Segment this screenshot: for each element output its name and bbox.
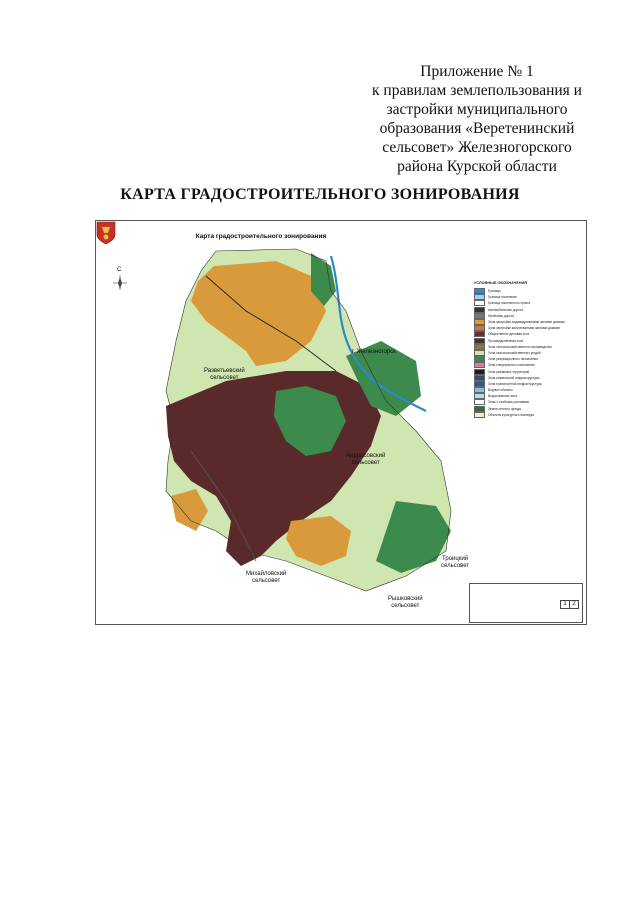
legend-label: Зоны с особыми условиями: [488, 400, 530, 405]
legend-label: Водоохранная зона: [488, 394, 517, 399]
legend-label: Зона инженерной инфраструктуры: [488, 375, 540, 380]
legend-swatch: [474, 381, 485, 387]
legend-swatch: [474, 319, 485, 325]
legend-label: Земли лесного фонда: [488, 406, 521, 411]
legend-swatch: [474, 307, 485, 313]
label-razvetevsky: Разветьевский сельсовет: [204, 368, 245, 381]
legend-swatch: [474, 412, 485, 418]
appendix-line: к правилам землепользования и: [372, 82, 582, 99]
legend-swatch: [474, 393, 485, 399]
legend-swatch: [474, 288, 485, 294]
legend-title: УСЛОВНЫЕ ОБОЗНАЧЕНИЯ: [474, 281, 528, 285]
legend-label: Водные объекты: [488, 388, 513, 393]
legend-swatch: [474, 331, 485, 337]
legend-item: [474, 412, 584, 418]
label-mikhailovsky: Михайловский сельсовет: [246, 571, 287, 584]
map-caption: Карта градостроительного зонирования: [195, 233, 327, 240]
map-legend: [474, 281, 584, 546]
legend-label: Граница населенного пункта: [488, 301, 531, 306]
legend-label: Зона сельскохозяйственных угодий: [488, 350, 541, 355]
appendix-header: [352, 62, 602, 176]
legend-swatch: [474, 356, 485, 362]
legend-label: Зона режимных территорий: [488, 369, 530, 374]
stamp-sheet-number: 2: [569, 600, 579, 609]
appendix-line: застройки муниципального: [386, 101, 568, 118]
legend-label: Зона рекреационного назначения: [488, 357, 538, 362]
appendix-line: Приложение № 1: [420, 63, 534, 80]
legend-swatch: [474, 362, 485, 368]
legend-swatch: [474, 344, 485, 350]
legend-label: Объекты культурного наследия: [488, 412, 535, 417]
coat-of-arms-icon: [96, 221, 116, 245]
zoning-map: [95, 220, 587, 625]
stamp-sheet-number: 1: [560, 600, 570, 609]
legend-swatch: [474, 399, 485, 405]
label-rychkovsky: Рышковский сельсовет: [388, 596, 423, 609]
legend-label: Общественно-деловая зона: [488, 332, 530, 337]
appendix-line: района Курской области: [397, 158, 557, 175]
appendix-line: образования «Веретенинский: [379, 120, 575, 137]
label-zheleznogorsk: г. Железногорск: [352, 349, 396, 355]
legend-swatch: [474, 338, 485, 344]
legend-swatch: [474, 387, 485, 393]
legend-label: Производственная зона: [488, 338, 524, 343]
legend-swatch: [474, 375, 485, 381]
legend-label: Граница поселения: [488, 295, 517, 300]
legend-label: Зона застройки малоэтажными жилыми домами: [488, 326, 560, 331]
legend-label: Зона специального назначения: [488, 363, 535, 368]
legend-swatch: [474, 313, 485, 319]
label-androsovsky: Андросовский сельсовет: [346, 453, 386, 466]
legend-swatch: [474, 300, 485, 306]
legend-label: Зона транспортной инфраструктуры: [488, 381, 542, 386]
page-title: КАРТА ГРАДОСТРОИТЕЛЬНОГО ЗОНИРОВАНИЯ: [120, 186, 520, 203]
legend-swatch: [474, 369, 485, 375]
legend-label: Границы: [488, 289, 501, 294]
legend-swatch: [474, 350, 485, 356]
legend-label: Зона застройки индивидуальными жилыми домами: [488, 320, 565, 325]
legend-label: Автомобильные дороги: [488, 307, 523, 312]
legend-label: Железная дорога: [488, 313, 514, 318]
compass-letter: С: [117, 267, 122, 273]
appendix-line: сельсовет» Железногорского: [382, 139, 572, 156]
legend-swatch: [474, 406, 485, 412]
label-troitsky: Троицкий сельсовет: [441, 556, 470, 569]
legend-swatch: [474, 325, 485, 331]
legend-swatch: [474, 294, 485, 300]
title-block-stamp: [469, 583, 583, 623]
compass-icon: [112, 269, 128, 291]
legend-label: Зона сельскохозяйственного производства: [488, 344, 552, 349]
